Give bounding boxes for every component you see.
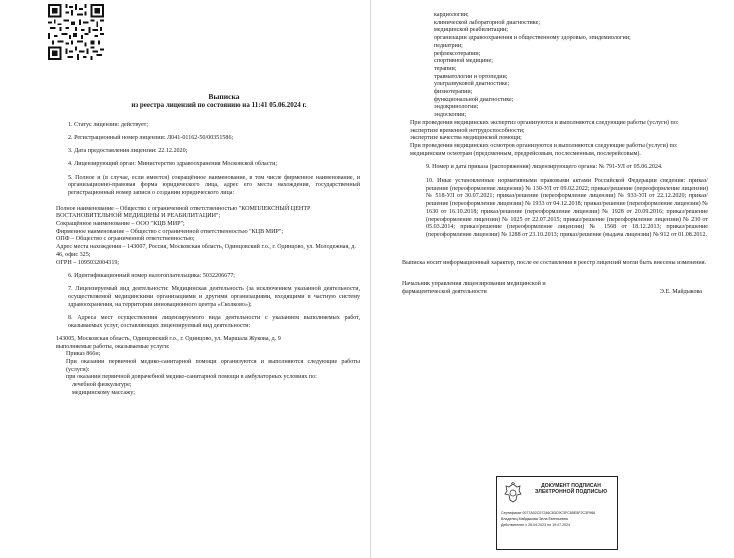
stamp-validity: Действителен с 26.04.2023 по 19.07.2024	[501, 523, 571, 527]
stamp-certificate: Сертификат 0077A02C57246C83C9C3FC65E5F2C3F966	[501, 511, 596, 515]
org-address: Адрес места нахождения – 143007, Россия, Московская область, Одинцовский г.о., г. Одинцово, ул. Молодежная, д. 46, офис 325;	[56, 244, 356, 258]
works-intro: выполняемые работы, оказываемые услуги:	[56, 343, 170, 350]
left-column	[44, 4, 360, 398]
org-full-name: Полное наименование – Общество с ограниченной ответственностью "КОМПЛЕКСНЫЙ ЦЕНТР ВОСТАНОВИТЕЛЬНОЙ МЕДИЦИНЫ И РЕАБИЛИТАЦИИ";	[56, 205, 311, 220]
specialty-item: организации здравоохранения и общественному здоровью, эпидемиологии;	[434, 35, 631, 42]
expertise-intro: При проведении медицинских экспертиз организуются и выполняются следующие работы (услуги) по:	[410, 119, 679, 126]
item-org-name-heading: 5. Полное и (в случае, если имеется) сокращённое наименование, в том числе фирменное наименование, и организационно-правовая форма юридического лица, адрес его места нахождения, государственный регистрационный номер записи о создании юридического лица:	[68, 174, 360, 196]
exams-item: медицинским осмотрам (предсменным, предрейсовым, послесменным, послерейсовым).	[410, 150, 641, 157]
item-order: 9. Номер и дата приказа (распоряжения) лицензирующего органа: № 791-УЛ от 05.06.2024.	[426, 164, 663, 171]
org-ogrn: ОГРН – 1095032004319;	[56, 259, 120, 266]
item-reg-number: 2. Регистрационный номер лицензии: Л041-01162-50/00351586;	[68, 134, 234, 141]
expertise-item: экспертизе качества медицинской помощи;	[410, 135, 522, 142]
expertise-item: экспертизе временной нетрудоспособности;	[410, 127, 525, 134]
page-divider	[370, 0, 371, 558]
info-note: Выписка носит информационный характер, после ее составления в реестр лицензий могли быть внесены изменения.	[402, 259, 707, 266]
pre-medical-item: медицинскому массажу;	[72, 389, 135, 396]
order-ref: Приказ 866н;	[66, 351, 101, 358]
specialty-item: физиотерапии;	[434, 89, 473, 96]
stamp-title: ДОКУМЕНТ ПОДПИСАН ЭЛЕКТРОННОЙ ПОДПИСЬЮ	[534, 483, 608, 495]
item-date: 3. Дата предоставления лицензии: 22.12.2020;	[68, 148, 188, 155]
specialty-item: спортивной медицине;	[434, 58, 493, 65]
specialty-item: эндокринологии;	[434, 104, 479, 111]
specialty-item: травматологии и ортопедии;	[434, 73, 508, 80]
right-column	[402, 12, 708, 297]
item-other-info: 10. Иные установленные нормативными правовыми актами Российской Федерации сведения: приказ/решение (переоформление лицензии) № 130-УЛ от 09.02.2022; приказ/решение (переоформление лицензии) № 518-УЛ от 30.07.2021; приказ/решение (переоформление лицензии) № 933-УЛ от 22.12.2020; приказ/решение (переоформление лицензии) № 1933 от 04.12.2018; приказ/решение (переоформление лицензии) № 1630 от 16.10.2018; приказ/решение (переоформление лицензии) № 1928 от 20.09.2016; приказ/решение (переоформление лицензии) № 1025 от 22.07.2015; приказ/решение (переоформление лицензии) № 230 от 05.03.2014; приказ/решение (переоформление лицензии) № 1568 от 18.12.2013; приказ/решение (переоформление лицензии) № 1288 от 23.10.2013; приказ/решение (выдача лицензии) № 912 от 01.08.2012.	[426, 178, 708, 238]
specialty-item: медицинской реабилитации;	[434, 27, 508, 34]
primary-care-intro: При оказании первичной медико-санитарной помощи организуются и выполняются следующие работы (услуги):	[66, 359, 360, 373]
coat-of-arms-icon	[503, 482, 523, 504]
exams-intro: При проведении медицинских осмотров организуются и выполняются следующие работы (услуги) по:	[410, 142, 678, 149]
item-addresses: 8. Адреса мест осуществления лицензируемого вида деятельности с указанием выполняемых работ, оказываемых услуг, составляющих лицензируемый вид деятельности:	[68, 315, 360, 329]
specialty-item: терапии;	[434, 65, 457, 72]
stamp-owner: Владелец Майдыкова Элла Евгеньевна	[501, 517, 568, 521]
item-status: 1. Статус лицензии: действует;	[68, 121, 149, 128]
org-brand-name: Фирменное наименование – Общество с ограниченной ответственностью "КЦВ МИР";	[56, 228, 284, 235]
item-authority: 4. Лицензирующий орган: Министерство здравоохранения Московской области;	[68, 161, 278, 168]
specialty-item: ультразвуковой диагностике;	[434, 81, 510, 88]
qr-code-icon	[48, 4, 104, 60]
specialty-item: функциональной диагностике;	[434, 96, 514, 103]
e-signature-stamp	[496, 476, 618, 550]
signer-name: Э.Е. Майдыкова	[659, 289, 702, 296]
org-legal-form: ОПФ – Общество с ограниченной ответственностью;	[56, 236, 195, 243]
specialty-item: кардиологии;	[434, 12, 469, 18]
specialty-item: клинической лабораторной диагностике;	[434, 19, 541, 26]
signer-title: Начальник управления лицензирования медицинской и фармацевтической деятельности	[402, 281, 546, 296]
org-details	[56, 206, 360, 268]
signature-row	[402, 281, 702, 296]
address-block	[56, 336, 360, 398]
document-subtitle: из реестра лицензий по состоянию на 11:41 05.06.2024 г.	[131, 100, 307, 109]
org-short-name: Сокращённое наименование – ООО "КЦВ МИР";	[56, 221, 185, 228]
item-inn: 6. Идентификационный номер налогоплательщика: 5032206677;	[68, 273, 236, 280]
specialty-item: рефлексотерапии;	[434, 50, 481, 57]
specialty-item: эндоскопии;	[434, 112, 467, 119]
document-title: Выписка	[208, 91, 240, 101]
pre-medical-intro: при оказании первичной доврачебной медико-санитарной помощи в амбулаторных условиях по:	[66, 374, 317, 381]
item-activity: 7. Лицензируемый вид деятельности: Медицинская деятельность (за исключением указанной деятельности, осуществляемой медицинскими организациями и другими организациями, входящими в частную систему здравоохранения, на территории инновационного центра «Сколково»);	[68, 286, 360, 308]
specialty-item: педиатрии;	[434, 42, 463, 49]
specialties-list	[402, 12, 708, 120]
activity-address: 143005, Московская область, Одинцовский г.о., г. Одинцово, ул. Маршала Жукова, д. 9	[56, 335, 281, 342]
pre-medical-item: лечебной физкультуре;	[72, 382, 132, 389]
